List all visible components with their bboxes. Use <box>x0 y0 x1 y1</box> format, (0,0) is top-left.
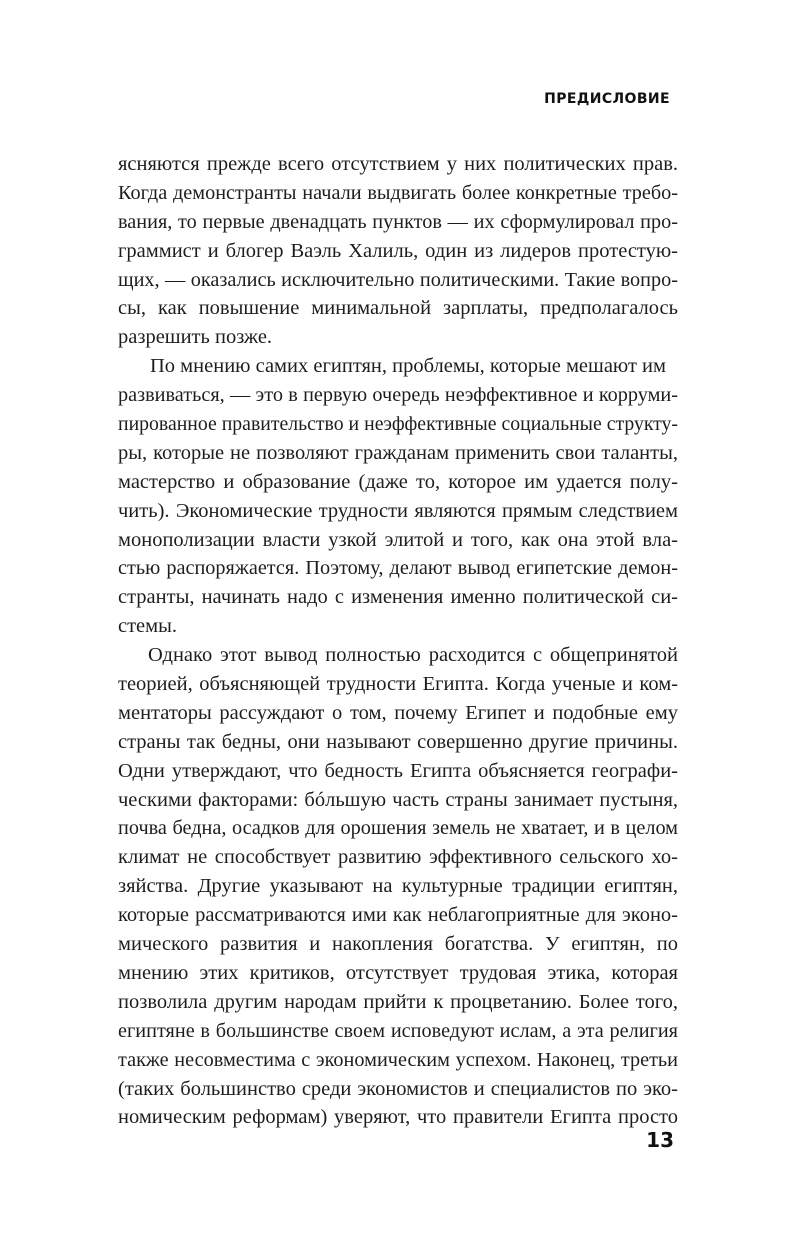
page-number: 13 <box>646 1128 674 1152</box>
text-line: номическим реформам) уверяют, что правители Египта просто <box>118 1106 678 1129</box>
text-line-content: По мнению самих египтян, проблемы, которые мешают им <box>150 355 666 378</box>
text-line: почва бедна, осадков для орошения земель не хватает, и в целом <box>118 817 678 840</box>
text-line: позволила другим народам прийти к процветанию. Более того, <box>118 990 678 1013</box>
running-head: ПРЕДИСЛОВИЕ <box>544 91 670 107</box>
text-line: развиваться, — это в первую очередь неэффективное и корруми- <box>118 384 678 407</box>
text-line: Когда демонстранты начали выдвигать более конкретные требо- <box>118 181 678 204</box>
text-line: мастерство и образование (даже то, которое им удается полу- <box>118 470 678 493</box>
paragraph-1 <box>118 150 678 352</box>
text-line: Однако этот вывод полностью расходится с общепринятой <box>148 644 678 667</box>
text-line: египтяне в большинстве своем исповедуют ислам, а эта религия <box>118 1019 678 1042</box>
text-line: граммист и блогер Ваэль Халиль, один из лидеров протестую- <box>118 239 678 262</box>
text-line: климат не способствует развитию эффективного сельского хо- <box>118 846 678 869</box>
text-line: которые рассматриваются ими как неблагоприятные для эконо- <box>118 904 678 927</box>
text-line: пированное правительство и неэффективные социальные структу- <box>118 413 678 436</box>
text-line: мического развития и накопления богатства. У египтян, по <box>118 933 678 956</box>
paragraph-2 <box>118 352 678 641</box>
text-line: вания, то первые двенадцать пунктов — их сформулировал про- <box>118 210 678 233</box>
text-line: странты, начинать надо с изменения именно политической си- <box>118 586 678 609</box>
text-line: мнению этих критиков, отсутствует трудовая этика, которая <box>118 961 678 984</box>
text-line: ческими факторами: бóльшую часть страны занимает пустыня, <box>118 788 678 811</box>
text-line: ясняются прежде всего отсутствием у них политических прав. <box>118 153 678 175</box>
text-line: ментаторы рассуждают о том, почему Египет и подобные ему <box>118 701 678 724</box>
text-line: разрешить позже. <box>118 326 273 349</box>
text-line: стью распоряжается. Поэтому, делают вывод египетские демон- <box>118 557 678 580</box>
text-line: (таких большинство среди экономистов и специалистов по эко- <box>118 1077 678 1100</box>
paragraph-3 <box>118 641 678 1132</box>
text-line <box>118 352 678 381</box>
text-line: монополизации власти узкой элитой и того, как она этой вла- <box>118 528 678 551</box>
text-line: сы, как повышение минимальной зарплаты, предполагалось <box>118 297 678 320</box>
text-line: страны так бедны, они называют совершенно другие причины. <box>118 730 678 753</box>
text-line: также несовместима с экономическим успехом. Наконец, третьи <box>118 1048 678 1071</box>
text-line: стемы. <box>118 615 178 638</box>
text-line: зяйства. Другие указывают на культурные традиции египтян, <box>118 875 678 898</box>
body-text <box>118 150 678 1132</box>
text-line: теорией, объясняющей трудности Египта. Когда ученые и ком- <box>118 673 678 696</box>
text-line: ры, которые не позволяют гражданам применить свои таланты, <box>118 441 678 464</box>
text-line: чить). Экономические трудности являются прямым следствием <box>118 499 678 522</box>
text-line: щих, — оказались исключительно политическими. Такие вопро- <box>118 268 678 291</box>
text-line: Одни утверждают, что бедность Египта объясняется географи- <box>118 759 678 782</box>
